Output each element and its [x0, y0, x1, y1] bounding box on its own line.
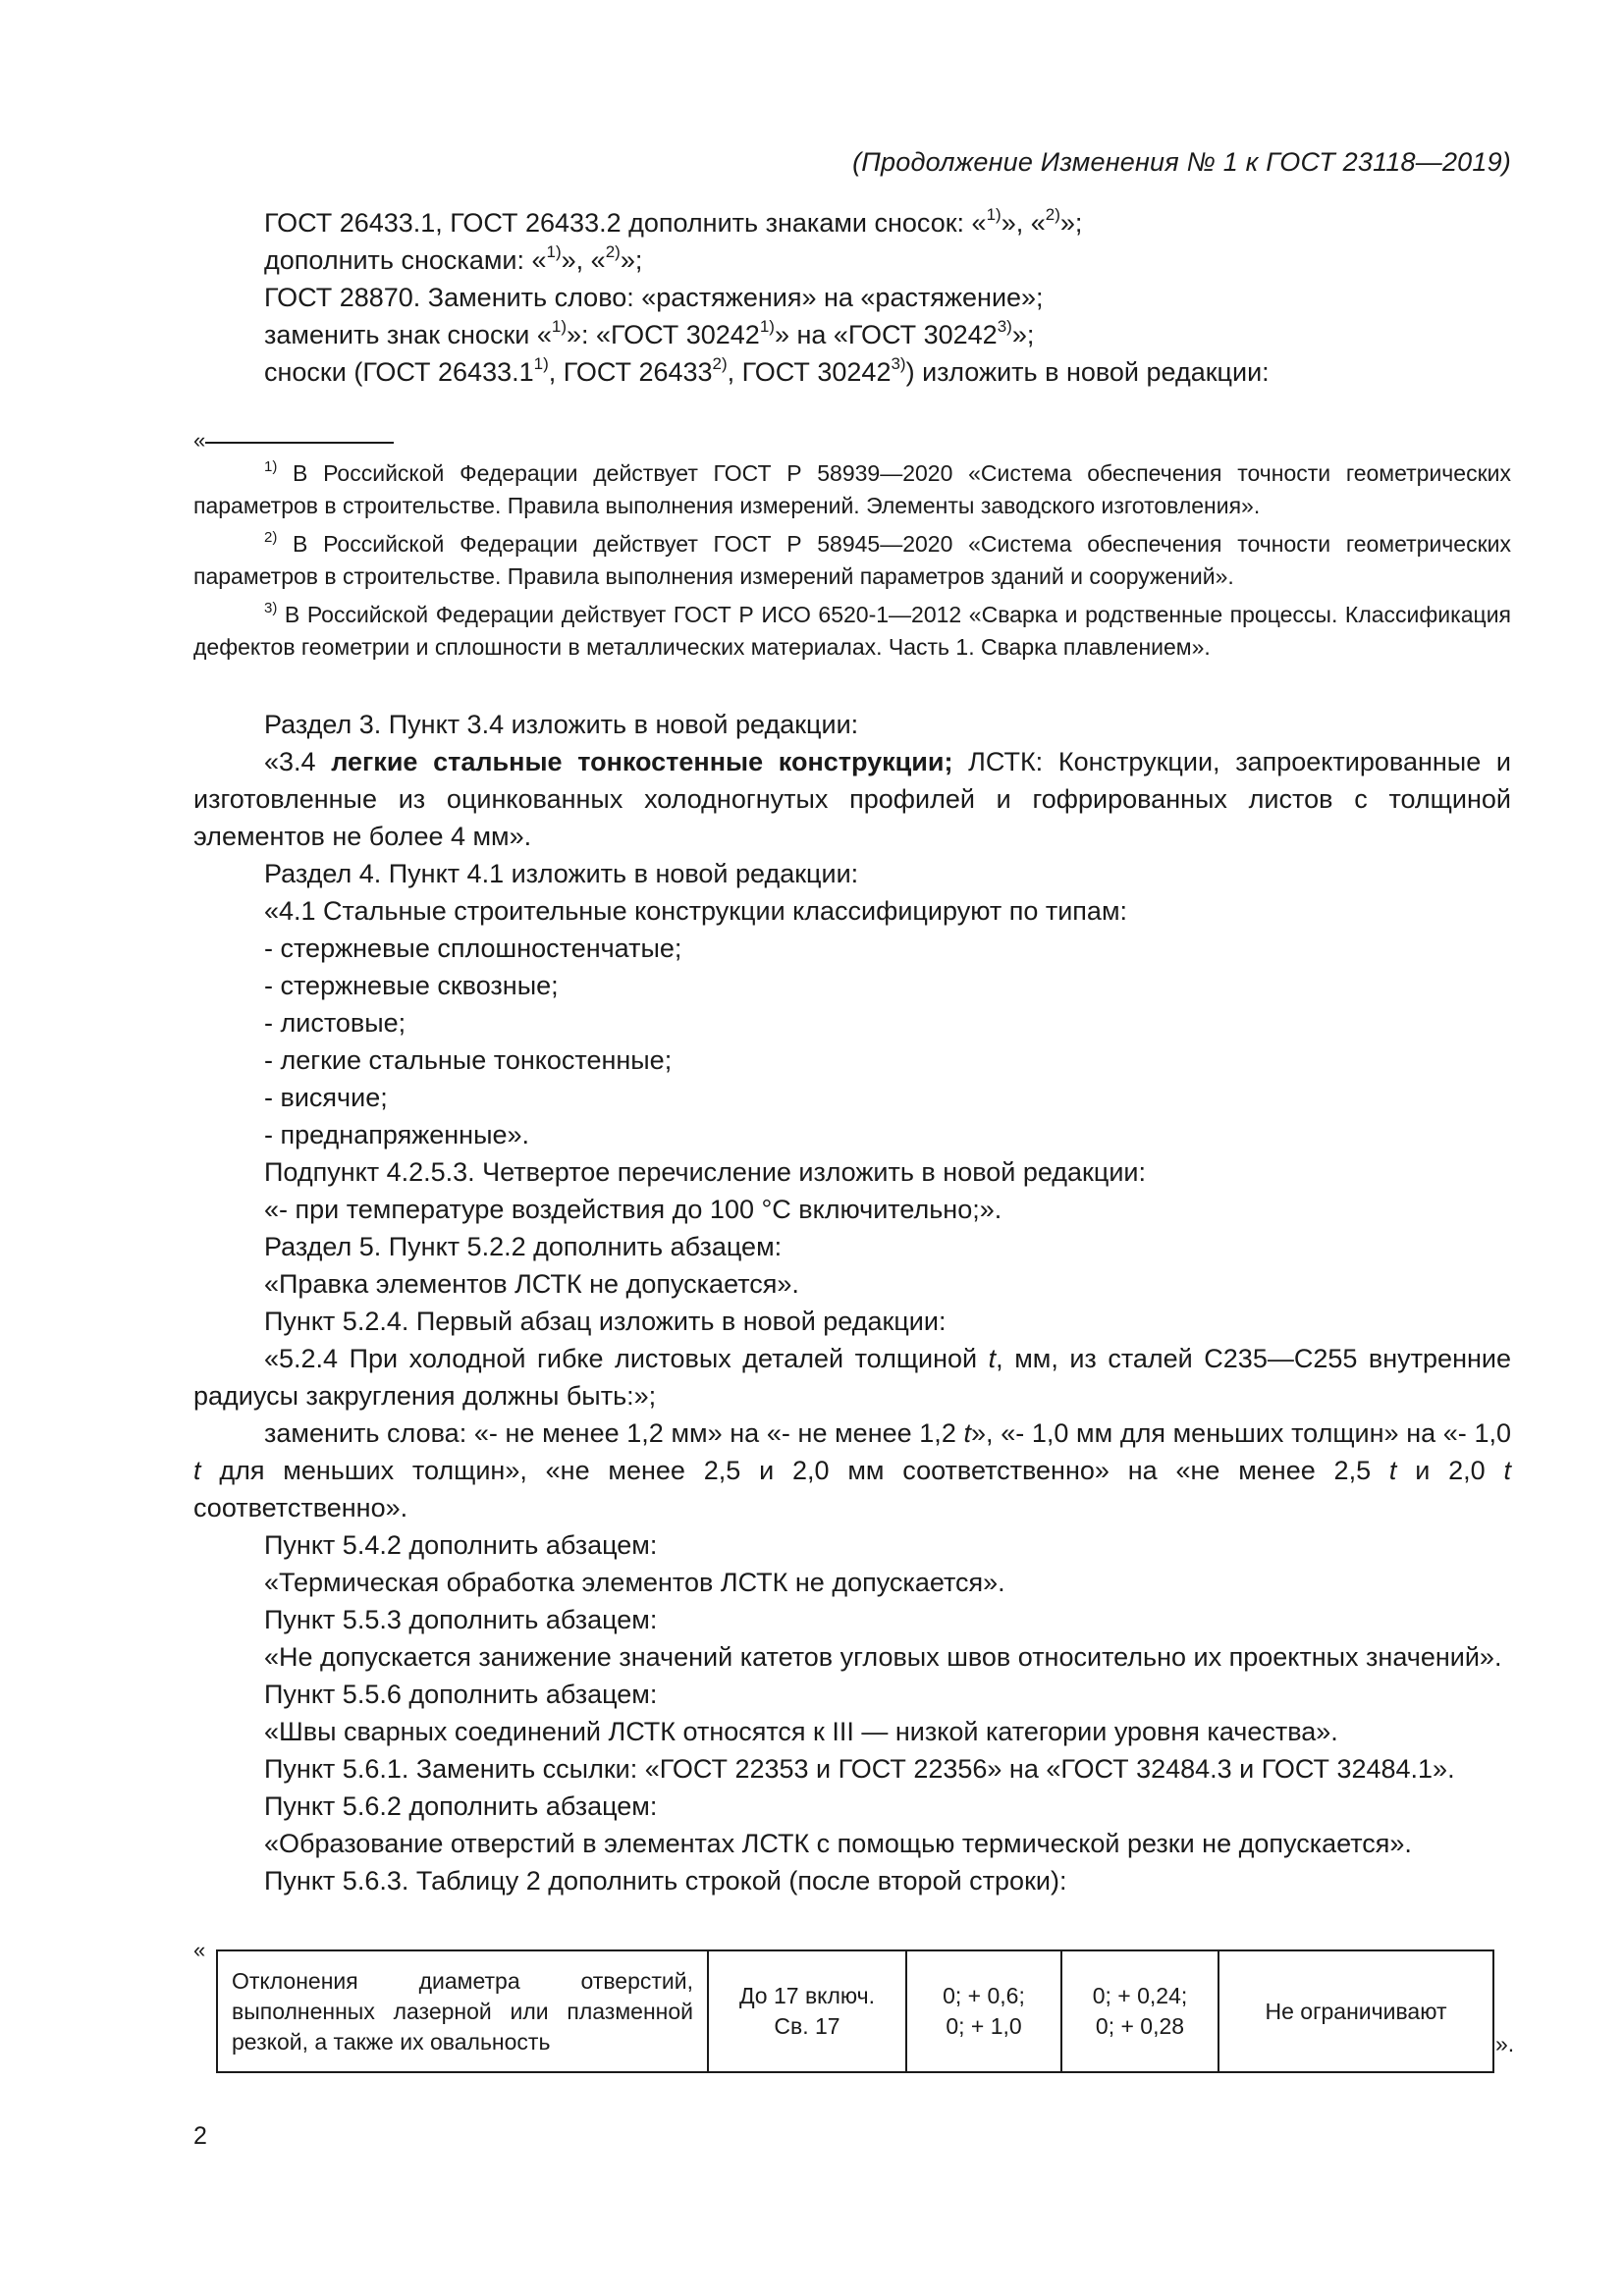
page-number: 2 — [193, 2122, 207, 2150]
continuation-header: (Продолжение Изменения № 1 к ГОСТ 23118—2019) — [852, 147, 1511, 177]
intro-line-1: ГОСТ 26433.1, ГОСТ 26433.2 дополнить знаками сносок: «$^{1)}$», «$^{2)}$»; — [264, 205, 1083, 238]
cell-limit: Не ограничивают — [1218, 1950, 1493, 2072]
intro-line-2: дополнить сносками: «$^{1)}$», «$^{2)}$»; — [264, 242, 643, 275]
footnote-1: $^{1)}$ В Российской Федерации действует ГОСТ Р 58939—2020 «Система обеспечения точности геометрических параметров в строительстве. Правила выполнения измерений. Элементы заводского изготовления». — [193, 458, 1511, 518]
insert-table — [216, 1949, 1494, 2073]
cell-tolerance-b: 0; + 0,24; 0; + 0,28 — [1061, 1950, 1218, 2072]
list-item: - стержневые сплошностенчатые; — [264, 934, 682, 963]
para-5-5-3: Пункт 5.5.3 дополнить абзацем: — [264, 1605, 658, 1634]
cell-tolerance-a: 0; + 0,6; 0; + 1,0 — [906, 1950, 1061, 2072]
intro-line-4: заменить знак сноски «$^{1)}$»: «ГОСТ 30242$^{1)}$» на «ГОСТ 30242$^{3)}$»; — [264, 317, 1035, 349]
main-body — [193, 706, 1511, 1899]
table-close-quote: ». — [1495, 2031, 1515, 2056]
para-3-4: «3.4 легкие стальные тонкостенные конструкции; ЛСТК: Конструкции, запроектированные и изготовленные из оцинкованных холодногнутых профилей и гофрированных листов с толщиной элементов не более 4 мм». — [193, 747, 1511, 851]
table-row — [217, 1950, 1493, 2072]
cell-size: До 17 включ. Св. 17 — [708, 1950, 906, 2072]
para-5-6-3: Пункт 5.6.3. Таблицу 2 дополнить строкой (после второй строки): — [264, 1866, 1067, 1896]
para-replace-words: заменить слова: «- не менее 1,2 мм» на «- не менее 1,2 t», «- 1,0 мм для меньших толщин» на «- 1,0 t для меньших толщин», «не менее 2,5 и 2,0 мм соответственно» на «не менее 2,5 t и 2,0 t соответственно». — [193, 1418, 1511, 1522]
para-4-1: «4.1 Стальные строительные конструкции классифицируют по типам: — [264, 896, 1128, 926]
para-section-4: Раздел 4. Пункт 4.1 изложить в новой редакции: — [264, 859, 859, 888]
para-5-5-6: Пункт 5.5.6 дополнить абзацем: — [264, 1680, 658, 1709]
list-item: - висячие; — [264, 1083, 388, 1112]
footnote-rule — [205, 442, 394, 444]
para-4-2-5-3: Подпункт 4.2.5.3. Четвертое перечисление изложить в новой редакции: — [264, 1157, 1147, 1187]
para-5-4-2: Пункт 5.4.2 дополнить абзацем: — [264, 1530, 658, 1560]
para-5-2-4: Пункт 5.2.4. Первый абзац изложить в новой редакции: — [264, 1307, 947, 1336]
footnote-2: $^{2)}$ В Российской Федерации действует ГОСТ Р 58945—2020 «Система обеспечения точности геометрических параметров в строительстве. Правила выполнения измерений параметров зданий и сооружений». — [193, 529, 1511, 589]
para-section-3: Раздел 3. Пункт 3.4 изложить в новой редакции: — [264, 710, 859, 739]
list-item: - стержневые сквозные; — [264, 971, 559, 1000]
para-heat-treatment: «Термическая обработка элементов ЛСТК не допускается». — [264, 1568, 1005, 1597]
footnote-3: $^{3)}$ В Российской Федерации действует ГОСТ Р ИСО 6520-1—2012 «Сварка и родственные процессы. Классификация дефектов геометрии и сплошности в металлических материалах. Часть 1. Сварка плавлением». — [193, 600, 1511, 660]
para-5-6-2: Пункт 5.6.2 дополнить абзацем: — [264, 1791, 658, 1821]
intro-line-3: ГОСТ 28870. Заменить слово: «растяжения» на «растяжение»; — [264, 283, 1044, 312]
footnote-separator — [193, 428, 205, 454]
list-item: - преднапряженные». — [264, 1120, 530, 1149]
para-weld-quality: «Швы сварных соединений ЛСТК относятся к III — низкой категории уровня качества». — [264, 1717, 1338, 1746]
cell-description: Отклонения диаметра отверстий, выполненных лазерной или плазменной резкой, а также их овальность — [217, 1950, 708, 2072]
para-holes: «Образование отверстий в элементах ЛСТК с помощью термической резки не допускается». — [264, 1829, 1412, 1858]
para-5-6-1: Пункт 5.6.1. Заменить ссылки: «ГОСТ 22353 и ГОСТ 22356» на «ГОСТ 32484.3 и ГОСТ 32484.1». — [264, 1754, 1455, 1784]
table-open-quote: « — [193, 1938, 206, 1962]
list-item: - легкие стальные тонкостенные; — [264, 1045, 673, 1075]
para-cold-bending: «5.2.4 При холодной гибке листовых деталей толщиной t, мм, из сталей С235—С255 внутренние радиусы закругления должны быть:»; — [193, 1344, 1511, 1411]
para-straightening: «Правка элементов ЛСТК не допускается». — [264, 1269, 799, 1299]
para-fillet-welds: «Не допускается занижение значений катетов угловых швов относительно их проектных значений». — [264, 1642, 1502, 1672]
footnote-open-quote: « — [193, 428, 206, 453]
para-section-5: Раздел 5. Пункт 5.2.2 дополнить абзацем: — [264, 1232, 783, 1261]
intro-line-5: сноски (ГОСТ 26433.1$^{1)}$, ГОСТ 26433$^{2)}$, ГОСТ 30242$^{3)}$) изложить в новой редакции: — [264, 354, 1270, 387]
intro-block — [193, 204, 1511, 391]
para-temperature: «- при температуре воздействия до 100 °С включительно;». — [264, 1195, 1002, 1224]
list-item: - листовые; — [264, 1008, 406, 1038]
footnotes — [193, 457, 1511, 669]
